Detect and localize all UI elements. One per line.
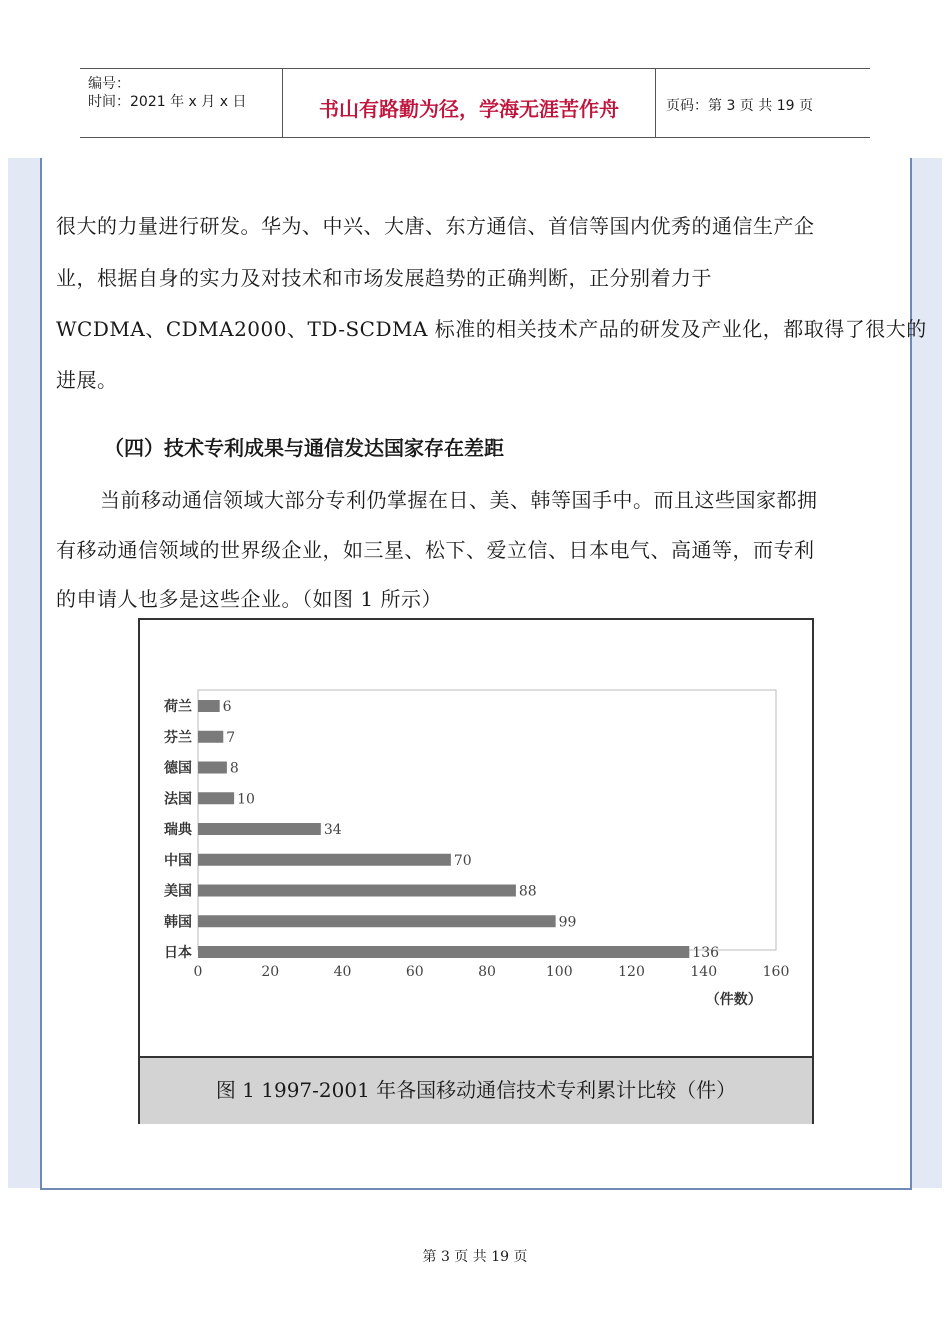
category-label: 韩国 xyxy=(164,914,192,931)
bar xyxy=(198,792,234,804)
category-label: 荷兰 xyxy=(164,699,192,715)
bar xyxy=(198,854,451,866)
header-motto: 书山有路勤为径，学海无涯苦作舟 xyxy=(319,97,619,121)
bar xyxy=(198,762,227,774)
document-date-label: 时间：2021 年 x 月 x 日 xyxy=(88,94,247,110)
document-number-label: 编号： xyxy=(88,76,130,92)
section-heading: （四）技术专利成果与通信发达国家存在差距 xyxy=(104,436,504,460)
patent-bar-chart xyxy=(140,620,812,1056)
document-header xyxy=(80,68,870,138)
bar xyxy=(198,915,556,927)
category-label: 日本 xyxy=(164,945,192,961)
tick-label: 60 xyxy=(405,964,424,980)
category-label: 中国 xyxy=(164,852,192,869)
data-label: 70 xyxy=(453,852,472,869)
category-label: 瑞典 xyxy=(164,822,192,838)
category-label: 芬兰 xyxy=(164,729,192,746)
data-label: 8 xyxy=(229,760,239,777)
data-label: 88 xyxy=(518,883,537,900)
category-label: 美国 xyxy=(164,883,192,900)
figure-caption: 图 1 1997-2001 年各国移动通信技术专利累计比较（件） xyxy=(140,1056,812,1124)
page-footer: 第 3 页 共 19 页 xyxy=(422,1249,528,1265)
header-motto-cell xyxy=(283,69,656,137)
bar xyxy=(198,731,223,743)
paragraph-line: 进展。 xyxy=(56,368,118,392)
header-page-label: 页码：第 3 页 共 19 页 xyxy=(666,98,813,114)
paragraph-line: 的申请人也多是这些企业。（如图 1 所示） xyxy=(56,587,442,611)
x-axis-label: （件数） xyxy=(705,992,762,1008)
bar xyxy=(198,885,516,897)
data-label: 6 xyxy=(222,699,232,715)
tick-label: 140 xyxy=(690,964,718,980)
data-label: 136 xyxy=(692,945,720,961)
data-label: 10 xyxy=(237,791,255,808)
figure-box xyxy=(138,618,814,1124)
paragraph-line: 当前移动通信领域大部分专利仍掌握在日、美、韩等国手中。而且这些国家都拥 xyxy=(100,488,818,512)
tick-label: 100 xyxy=(545,964,573,980)
bar xyxy=(198,823,321,835)
header-meta-cell xyxy=(80,69,283,137)
category-label: 德国 xyxy=(164,760,192,777)
tick-label: 80 xyxy=(478,964,496,980)
plot-frame xyxy=(198,690,776,950)
tick-label: 20 xyxy=(261,964,280,980)
paragraph-line: 很大的力量进行研发。华为、中兴、大唐、东方通信、首信等国内优秀的通信生产企 xyxy=(56,214,815,238)
category-label: 法国 xyxy=(164,791,192,808)
tick-label: 120 xyxy=(618,964,645,980)
tick-label: 0 xyxy=(193,964,203,980)
paragraph-line: 有移动通信领域的世界级企业，如三星、松下、爱立信、日本电气、高通等，而专利 xyxy=(56,538,815,562)
bar xyxy=(198,946,689,958)
tick-label: 40 xyxy=(333,964,352,980)
data-label: 7 xyxy=(226,729,236,746)
bar xyxy=(198,700,220,712)
data-label: 99 xyxy=(558,914,577,931)
data-label: 34 xyxy=(323,822,342,838)
paragraph-line: WCDMA、CDMA2000、TD-SCDMA 标准的相关技术产品的研发及产业化，都取得了很大的 xyxy=(56,317,927,341)
tick-label: 160 xyxy=(762,964,790,980)
paragraph-line: 业，根据自身的实力及对技术和市场发展趋势的正确判断，正分别着力于 xyxy=(56,266,712,290)
header-page-cell xyxy=(656,69,870,137)
